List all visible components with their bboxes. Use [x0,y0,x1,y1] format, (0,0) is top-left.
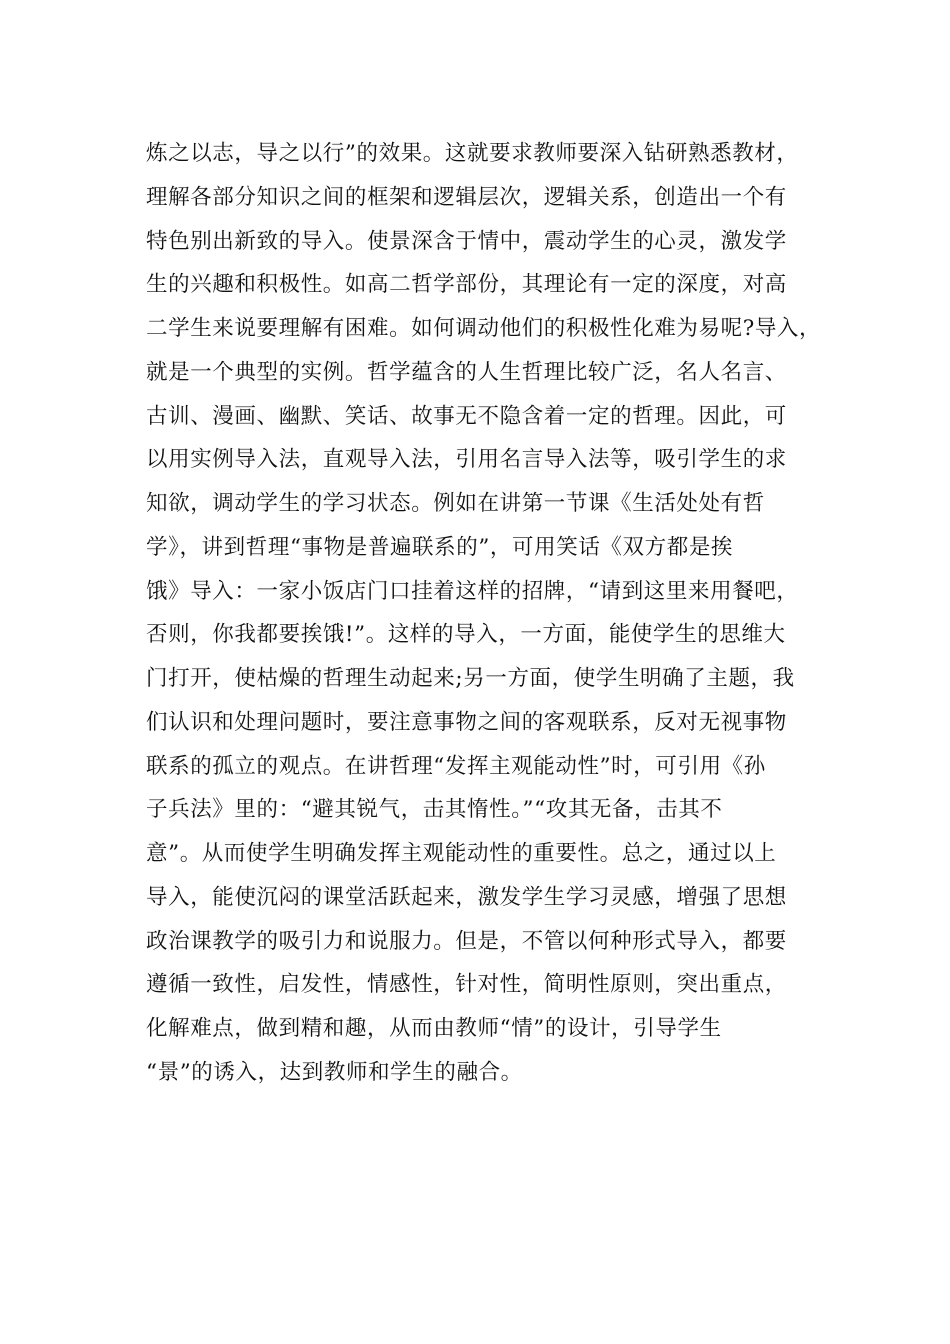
text-line: 政治课教学的吸引力和说服力。但是，不管以何种形式导入，都要 [146,928,787,954]
text-line: 否则，你我都要挨饿!”。这样的导入，一方面，能使学生的思维大 [146,622,786,648]
text-line: 们认识和处理问题时，要注意事物之间的客观联系，反对无视事物 [146,709,787,735]
text-line: 就是一个典型的实例。哲学蕴含的人生哲理比较广泛，名人名言、 [146,359,787,385]
text-line: 理解各部分知识之间的框架和逻辑层次，逻辑关系，创造出一个有 [146,184,787,210]
text-line: 古训、漫画、幽默、笑话、故事无不隐含着一定的哲理。因此，可 [146,403,787,429]
text-line: 生的兴趣和积极性。如高二哲学部份，其理论有一定的深度，对高 [146,272,787,298]
text-line: 子兵法》里的：“避其锐气，击其惰性。”“攻其无备，击其不 [146,797,723,823]
text-line: 门打开，使枯燥的哲理生动起来;另一方面，使学生明确了主题，我 [146,666,795,691]
text-line: 意”。从而使学生明确发挥主观能动性的重要性。总之，通过以上 [146,841,777,866]
text-line: 二学生来说要理解有困难。如何调动他们的积极性化难为易呢?导入， [146,316,822,341]
text-line: 特色别出新致的导入。使景深含于情中，震动学生的心灵，激发学 [146,228,787,254]
text-line: 学》，讲到哲理“事物是普遍联系的”，可用笑话《双方都是挨 [146,534,734,560]
text-line: 知欲，调动学生的学习状态。例如在讲第一节课《生活处处有哲 [146,491,765,516]
body-text [146,132,826,1095]
text-line: “景”的诱入，达到教师和学生的融合。 [146,1059,523,1085]
text-line: 饿》导入：一家小饭店门口挂着这样的招牌，“请到这里来用餐吧， [146,578,799,604]
text-line: 以用实例导入法，直观导入法，引用名言导入法等，吸引学生的求 [146,447,787,473]
text-line: 联系的孤立的观点。在讲哲理“发挥主观能动性”时，可引用《孙 [146,753,766,779]
text-line: 炼之以志，导之以行”的效果。这就要求教师要深入钻研熟悉教材， [146,141,799,166]
text-line: 遵循一致性，启发性，情感性，针对性，简明性原则，突出重点， [146,972,787,998]
text-line: 化解难点，做到精和趣，从而由教师“情”的设计，引导学生 [146,1016,722,1041]
text-line: 导入，能使沉闷的课堂活跃起来，激发学生学习灵感，增强了思想 [146,884,787,910]
